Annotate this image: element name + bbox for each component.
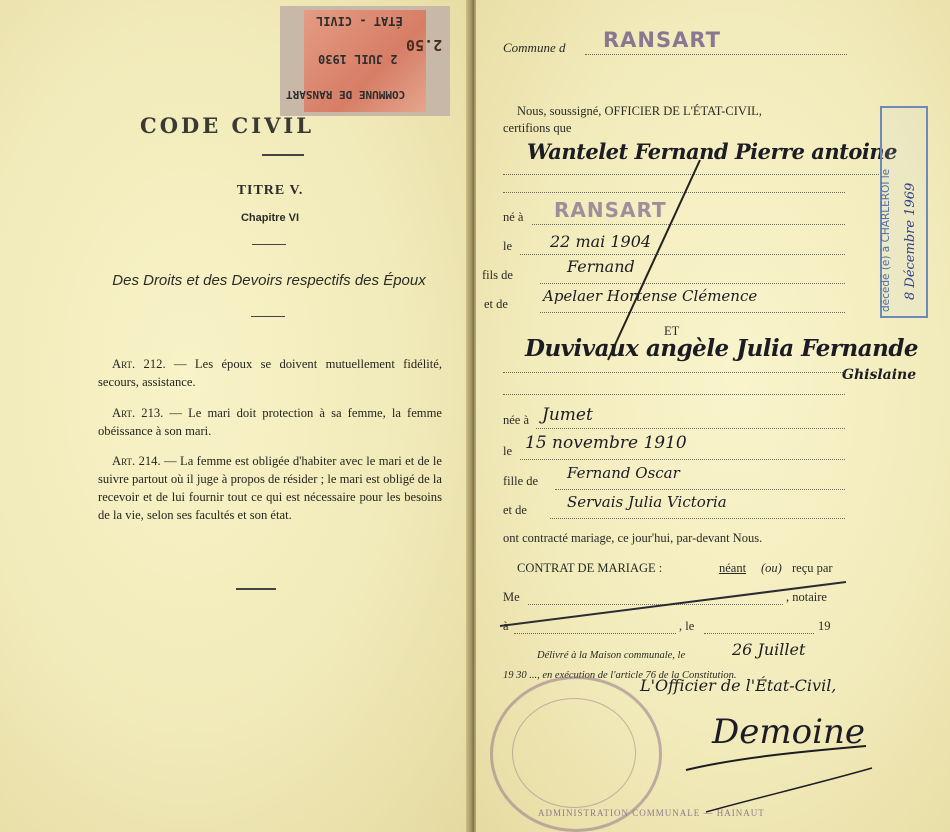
intro-line-2: certifions que: [503, 121, 572, 135]
dotted-line: [555, 489, 845, 490]
dotted-line: [536, 428, 845, 429]
me-label: Me: [503, 590, 520, 604]
commune-label: Commune d: [503, 40, 566, 55]
husband-father: Fernand: [567, 257, 635, 276]
dotted-line: [550, 518, 845, 519]
wife-name-extra: Ghislaine: [842, 367, 917, 383]
notaire-label: , notaire: [786, 590, 827, 604]
husband-date-label: le: [503, 239, 513, 253]
dotted-line: [520, 459, 845, 460]
wife-father-label: fille de: [503, 474, 539, 488]
code-civil-heading: CODE CIVIL: [140, 113, 314, 138]
dotted-line: [503, 394, 845, 395]
husband-mother: Apelaer Hortense Clémence: [543, 287, 758, 305]
constitution-line: 19 30 ..., en exécution de l'article 76 de la Constitution.: [503, 670, 737, 681]
signature-flourish: [676, 738, 876, 818]
commune-seal-inner: [512, 698, 636, 808]
wife-born-label: née à: [503, 413, 530, 427]
wife-birth-date: 15 novembre 1910: [525, 433, 687, 453]
dotted-line: [704, 633, 814, 634]
delivre-label: Délivré à la Maison communale, le: [537, 650, 686, 661]
husband-name: Wantelet Fernand Pierre antoine: [527, 139, 897, 164]
wife-date-label: le: [503, 444, 513, 458]
section-subtitle: Des Droits et des Devoirs respectifs des Époux: [112, 272, 426, 289]
contrat-recu: reçu par: [792, 561, 833, 575]
dotted-line: [503, 372, 845, 373]
deced-date: 8 Décembre 1969: [903, 182, 918, 300]
contract-strike-line: [496, 576, 852, 632]
husband-born-place-stamp: RANSART: [554, 198, 667, 222]
divider: [252, 244, 286, 245]
stamp-line-date: 2 JUIL 1930: [318, 52, 398, 66]
seal-text: ADMINISTRATION COMMUNALE — HAINAUT: [538, 808, 765, 818]
contrat-value: néant: [719, 561, 747, 575]
stamp-line-etat: ÉTAT - CIVIL: [316, 14, 403, 28]
intro-line-1: Nous, soussigné, OFFICIER DE L'ÉTAT-CIVIL,: [517, 104, 762, 118]
husband-father-label: fils de: [482, 268, 513, 282]
husband-birth-date: 22 mai 1904: [550, 232, 652, 251]
husband-born-label: né à: [503, 210, 524, 224]
wife-mother: Servais Julia Victoria: [567, 493, 727, 511]
officer-signature: Demoine: [712, 712, 865, 752]
commune-stamp: RANSART: [603, 28, 721, 52]
delivre-date: 26 Juillet: [732, 640, 806, 659]
year-label: 19: [818, 619, 831, 633]
article-212: Art. 212. — Les époux se doivent mutuellement fidélité, secours, assistance.: [98, 357, 442, 389]
officer-title: L'Officier de l'État-Civil,: [640, 676, 837, 695]
divider: [251, 316, 285, 317]
divider: [262, 154, 304, 156]
dotted-line: [585, 54, 847, 55]
husband-mother-label: et de: [484, 297, 508, 311]
wife-born-place: Jumet: [542, 405, 593, 425]
wife-father: Fernand Oscar: [567, 464, 680, 482]
contract-line: ont contracté mariage, ce jour'hui, par-devant Nous.: [503, 531, 763, 545]
left-page: [0, 0, 470, 832]
titre-heading: TITRE V.: [236, 183, 304, 198]
le-label: , le: [679, 619, 695, 633]
wife-name: Duvivaux angèle Julia Fernande: [525, 335, 919, 362]
contrat-label: CONTRAT DE MARIAGE :: [517, 561, 663, 575]
dotted-line: [514, 633, 676, 634]
contrat-ou: (ou): [761, 561, 782, 575]
fiscal-stamp: [280, 6, 450, 116]
wife-mother-label: et de: [503, 503, 527, 517]
stamp-line-commune: COMMUNE DE RANSART: [286, 88, 406, 101]
deced-stamp-text: décédé (e) à CHARLEROI le: [880, 168, 892, 312]
article-214: Art. 214. — La femme est obligée d'habiter avec le mari et de le suivre partout où il juge à propos de résider ; le mari est obligé de la recevoir et de lui fournir tout ce qui est nécessaire pour les besoins de la vie, selon ses facultés et son état.: [98, 454, 442, 522]
divider: [236, 588, 276, 590]
stamp-value: 2.50: [406, 36, 443, 54]
chapitre-heading: Chapitre VI: [240, 212, 300, 224]
et-separator: ET: [664, 324, 680, 338]
article-213: Art. 213. — Le mari doit protection à sa femme, la femme obéissance à son mari.: [98, 406, 442, 438]
